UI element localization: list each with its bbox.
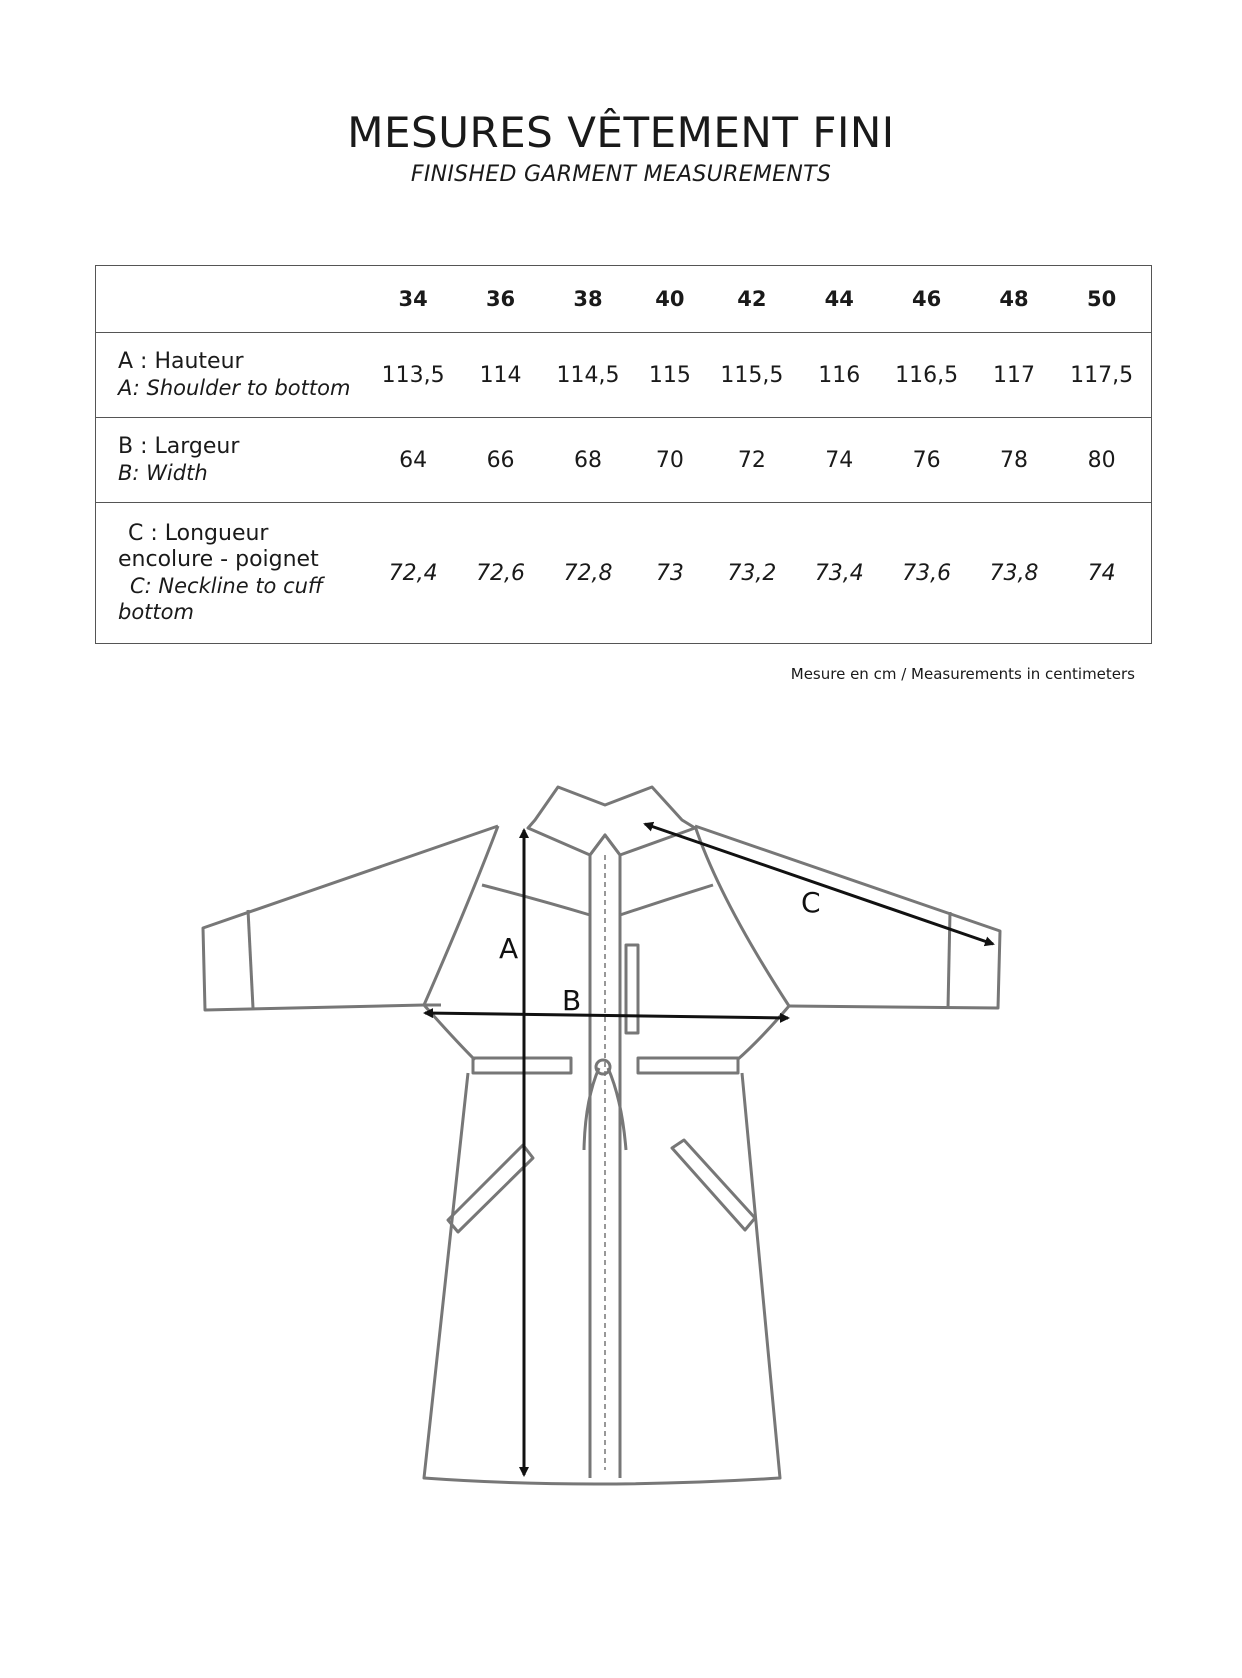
garment-technical-drawing xyxy=(0,760,1242,1520)
table-cell: 115 xyxy=(637,333,703,418)
table-cell: 66 xyxy=(462,418,538,503)
table-row xyxy=(96,503,1152,644)
table-cell: 72 xyxy=(703,418,801,503)
table-cell: 72,8 xyxy=(563,560,613,586)
row-label-fr: A : Hauteur xyxy=(118,349,244,374)
table-cell: 80 xyxy=(1052,418,1151,503)
table-cell: 114 xyxy=(462,333,538,418)
table-header-row xyxy=(96,266,1152,333)
row-label-en: A: Shoulder to bottom xyxy=(118,376,351,400)
table-cell: 73,6 xyxy=(902,560,952,586)
table-header-empty xyxy=(96,266,365,333)
size-header: 40 xyxy=(637,266,703,333)
measure-c-label: C xyxy=(801,886,821,919)
measurements-table xyxy=(95,265,1152,644)
unit-note: Mesure en cm / Measurements in centimeters xyxy=(790,665,1135,683)
table-cell: 73 xyxy=(655,560,684,586)
measure-c-line xyxy=(645,824,993,944)
table-cell: 115,5 xyxy=(703,333,801,418)
size-header: 50 xyxy=(1052,266,1151,333)
table-cell: 117 xyxy=(976,333,1052,418)
measure-b-line xyxy=(425,1013,788,1018)
page-subtitle: FINISHED GARMENT MEASUREMENTS xyxy=(410,162,832,187)
table-cell: 68 xyxy=(539,418,637,503)
table-cell: 70 xyxy=(637,418,703,503)
table-cell: 113,5 xyxy=(364,333,462,418)
table-cell: 72,4 xyxy=(388,560,438,586)
table-row xyxy=(96,418,1152,503)
table-cell: 64 xyxy=(364,418,462,503)
table-cell: 73,2 xyxy=(727,560,777,586)
row-label-en: bottom xyxy=(118,600,194,624)
table-cell: 116,5 xyxy=(877,333,975,418)
row-label-fr: B : Largeur xyxy=(118,434,240,459)
size-header: 48 xyxy=(976,266,1052,333)
table-cell: 114,5 xyxy=(539,333,637,418)
size-header: 36 xyxy=(462,266,538,333)
table-cell: 72,6 xyxy=(476,560,526,586)
table-cell: 76 xyxy=(877,418,975,503)
size-header: 42 xyxy=(703,266,801,333)
table-cell: 117,5 xyxy=(1052,333,1151,418)
measure-b-label: B xyxy=(562,984,582,1017)
row-label-fr: encolure - poignet xyxy=(118,547,319,572)
size-header: 44 xyxy=(801,266,877,333)
measure-a-label: A xyxy=(499,932,519,965)
size-header: 38 xyxy=(539,266,637,333)
row-label-fr: C : Longueur xyxy=(128,521,269,546)
table-cell: 74 xyxy=(1087,560,1116,586)
row-label xyxy=(96,333,365,418)
row-label-en: C: Neckline to cuff xyxy=(130,574,324,598)
size-header: 46 xyxy=(877,266,975,333)
table-cell: 78 xyxy=(976,418,1052,503)
table-cell: 73,4 xyxy=(814,560,864,586)
row-label xyxy=(96,503,365,644)
size-header: 34 xyxy=(364,266,462,333)
row-label xyxy=(96,418,365,503)
table-cell: 74 xyxy=(801,418,877,503)
row-label-en: B: Width xyxy=(118,461,208,485)
table-row xyxy=(96,333,1152,418)
garment-outline xyxy=(203,787,1000,1484)
page-title: MESURES VÊTEMENT FINI xyxy=(347,108,895,157)
table-cell: 73,8 xyxy=(989,560,1039,586)
table-cell: 116 xyxy=(801,333,877,418)
